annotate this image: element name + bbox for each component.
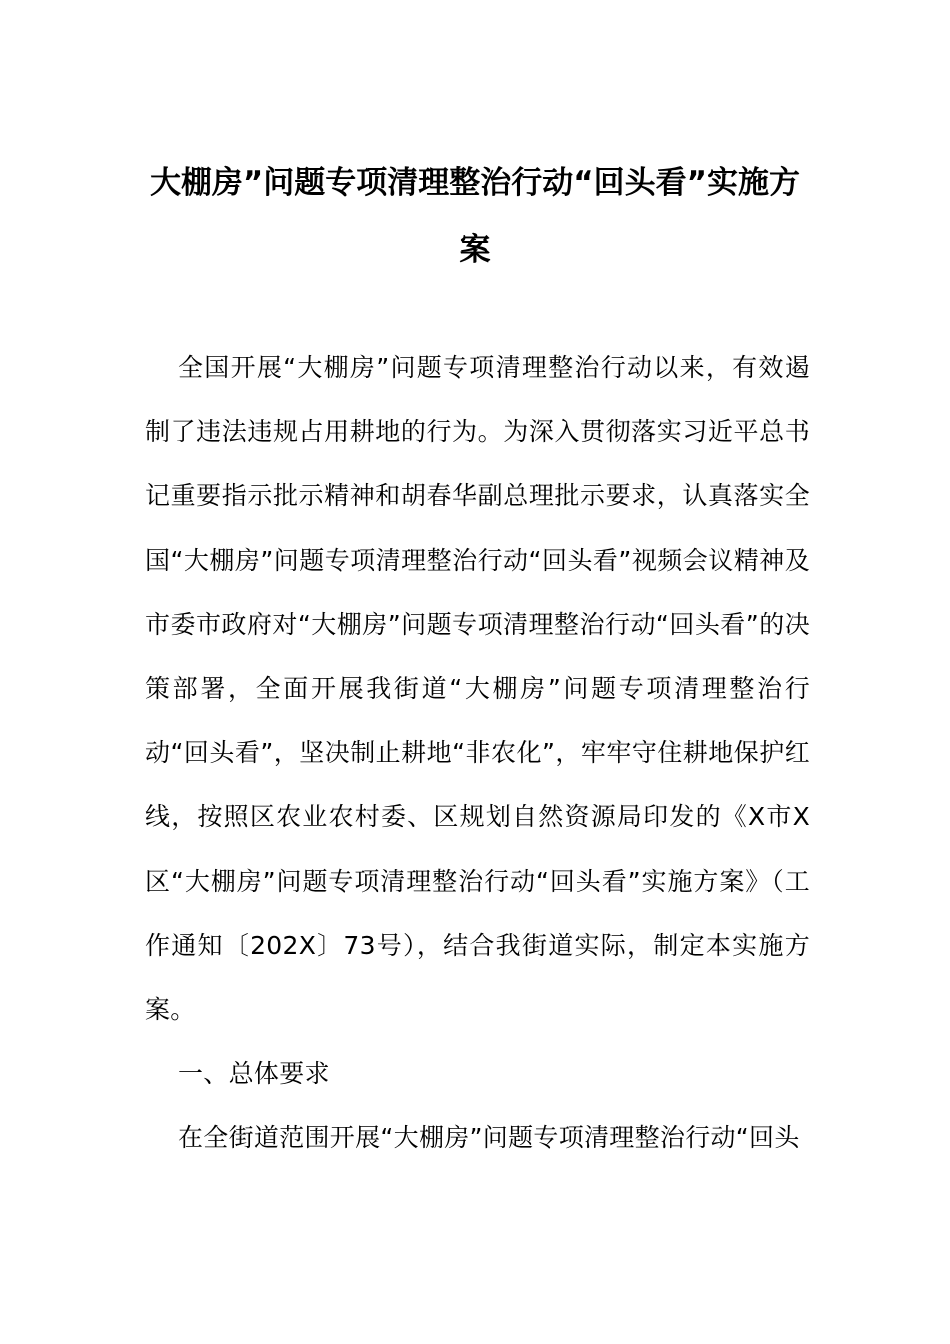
section-heading: 一、总体要求	[178, 1059, 330, 1089]
section-paragraph: 在全街道范围开展“大棚房”问题专项清理整治行动“回头	[178, 1123, 800, 1153]
document-body	[145, 336, 810, 1171]
intro-paragraph: 全国开展“大棚房”问题专项清理整治行动以来，有效遏制了违法违规占用耕地的行为。为深入贯彻落实习近平总书记重要指示批示精神和胡春华副总理批示要求，认真落实全国“大棚房”问题专项清理整治行动“回头看”视频会议精神及市委市政府对“大棚房”问题专项清理整治行动“回头看”的决策部署，全面开展我街道“大棚房”问题专项清理整治行动“回头看”，坚决制止耕地“非农化”，牢牢守住耕地保护红线，按照区农业农村委、区规划自然资源局印发的《X市X区“大棚房”问题专项清理整治行动“回头看”实施方案》（工作通知〔202X〕73号），结合我街道实际，制定本实施方案。	[145, 353, 810, 1025]
document-title: 大棚房”问题专项清理整治行动“回头看”实施方案	[149, 165, 801, 268]
